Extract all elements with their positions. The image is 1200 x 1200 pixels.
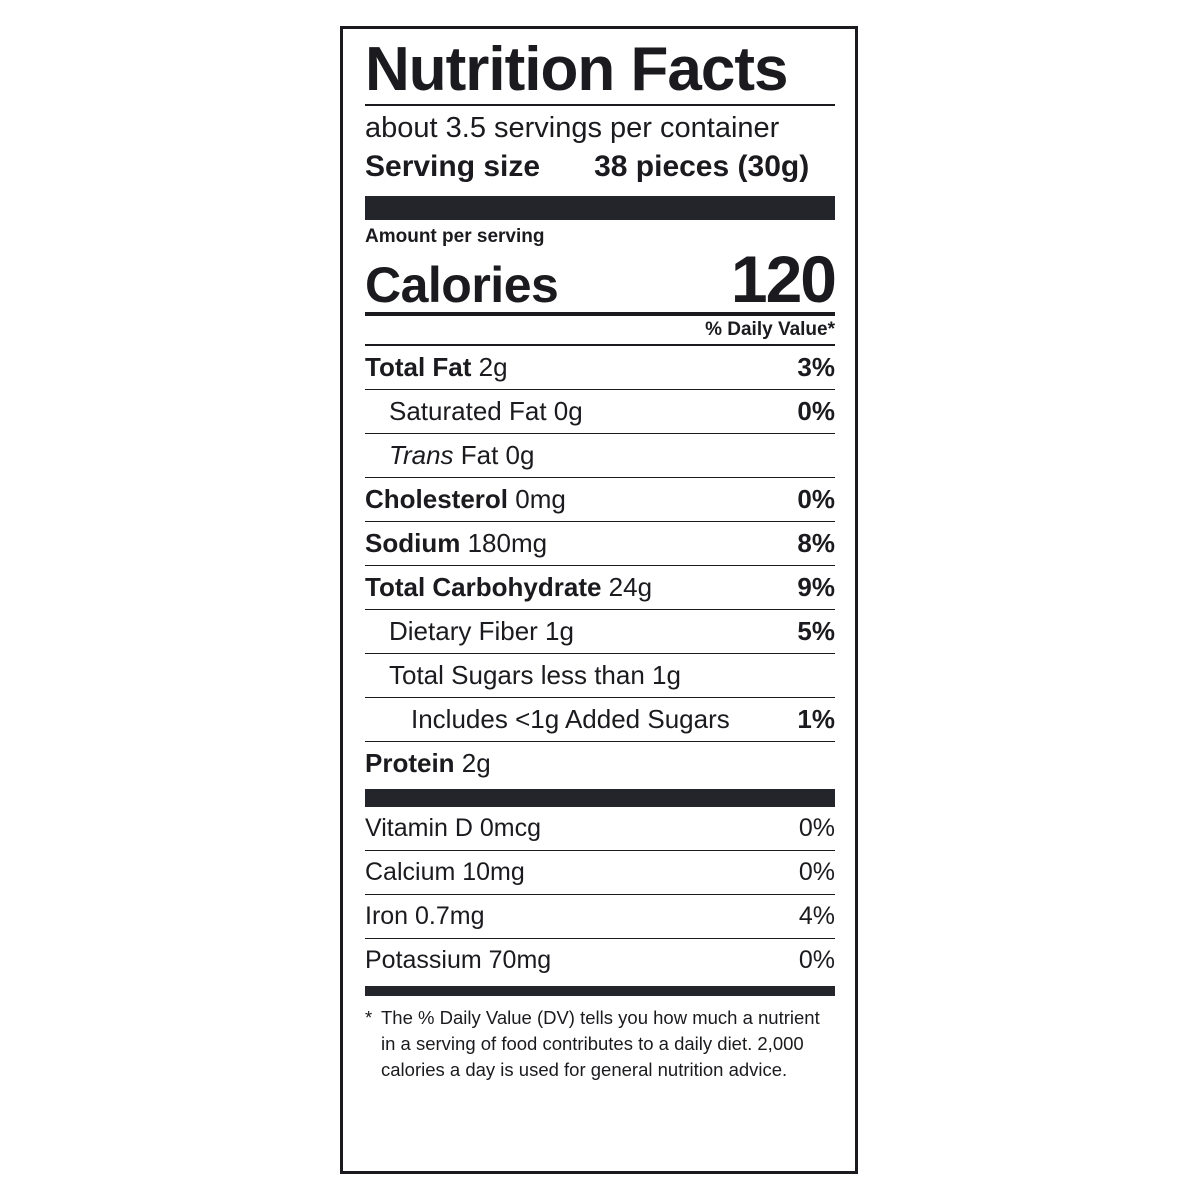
nutrient-name-rest: Saturated Fat 0g [389,396,583,427]
footnote [365,996,835,1082]
nutrient-name [365,396,583,427]
nutrient-name [365,528,547,559]
nutrient-row [365,389,835,433]
nutrient-name [365,440,534,471]
nutrient-row [365,697,835,741]
vitamin-name: Potassium 70mg [365,946,552,975]
nutrient-name [365,484,566,515]
nutrient-name-rest: 24g [601,572,653,603]
nutrient-name-bold: Total Fat [365,352,472,383]
amount-per-serving-label: Amount per serving [365,225,545,247]
vitamin-row [365,938,835,982]
serving-size-row [365,150,835,190]
vitamin-name: Vitamin D 0mcg [365,814,541,843]
nutrient-name [365,616,574,647]
divider-thick-vitamins [365,789,835,807]
vitamin-row [365,894,835,938]
nutrient-row [365,344,835,389]
nutrient-name [365,352,508,383]
footnote-asterisk: * [365,1007,373,1029]
nutrient-name-rest: Dietary Fiber 1g [389,616,574,647]
nutrient-name-rest: Fat 0g [460,440,535,471]
vitamin-name: Calcium 10mg [365,858,525,887]
page-title: Nutrition Facts [365,35,788,104]
vitamin-name: Iron 0.7mg [365,902,485,931]
nutrient-name-rest: Total Sugars less than 1g [389,660,681,691]
nutrient-name [365,704,730,735]
nutrition-facts-panel [340,26,858,1174]
nutrient-dv: 1% [797,704,835,735]
vitamin-dv: 0% [798,946,835,975]
nutrient-name-rest: 180mg [460,528,548,559]
nutrient-name-bold: Protein [365,748,455,779]
nutrient-dv: 0% [797,484,835,515]
vitamin-dv: 0% [798,814,835,843]
divider-thick-top [365,196,835,220]
calories-value: 120 [730,241,835,316]
nutrient-name-bold: Cholesterol [365,484,509,515]
vitamin-dv: 4% [798,902,835,931]
nutrient-name-rest: Includes <1g Added Sugars [411,704,730,735]
nutrient-dv: 8% [797,528,835,559]
serving-size-value: 38 pieces (30g) [594,149,810,183]
vitamin-row [365,807,835,850]
nutrient-row [365,741,835,785]
nutrient-dv: 3% [797,352,835,383]
nutrient-dv: 0% [797,396,835,427]
nutrient-name-bold: Total Carbohydrate [365,572,602,603]
daily-value-header: % Daily Value* [705,319,835,341]
nutrient-name [365,748,491,779]
nutrient-name-bold: Sodium [365,528,461,559]
nutrient-row [365,565,835,609]
footnote-text: The % Daily Value (DV) tells you how much a nutrient in a serving of food contributes to a daily diet. 2,000 calories a day is used for general nutrition advice. [381,1007,820,1080]
divider-above-footnote [365,986,835,996]
nutrient-name-italic: Trans [389,440,454,471]
calories-label: Calories [365,257,559,314]
serving-size-label: Serving size [365,149,541,183]
vitamin-dv: 0% [798,858,835,887]
calories-row [365,241,835,316]
nutrient-row [365,609,835,653]
nutrient-name [365,660,681,691]
nutrient-name-rest: 2g [454,748,491,779]
nutrient-row [365,521,835,565]
vitamin-row [365,850,835,894]
servings-per-container: about 3.5 servings per container [365,112,780,145]
nutrient-row [365,653,835,697]
nutrition-facts-content [365,37,835,1082]
nutrient-dv: 5% [797,616,835,647]
nutrient-row [365,477,835,521]
nutrient-name-rest: 0mg [508,484,566,515]
nutrient-row [365,433,835,477]
nutrient-name [365,572,652,603]
nutrient-name-rest: 2g [471,352,508,383]
nutrient-dv: 9% [797,572,835,603]
